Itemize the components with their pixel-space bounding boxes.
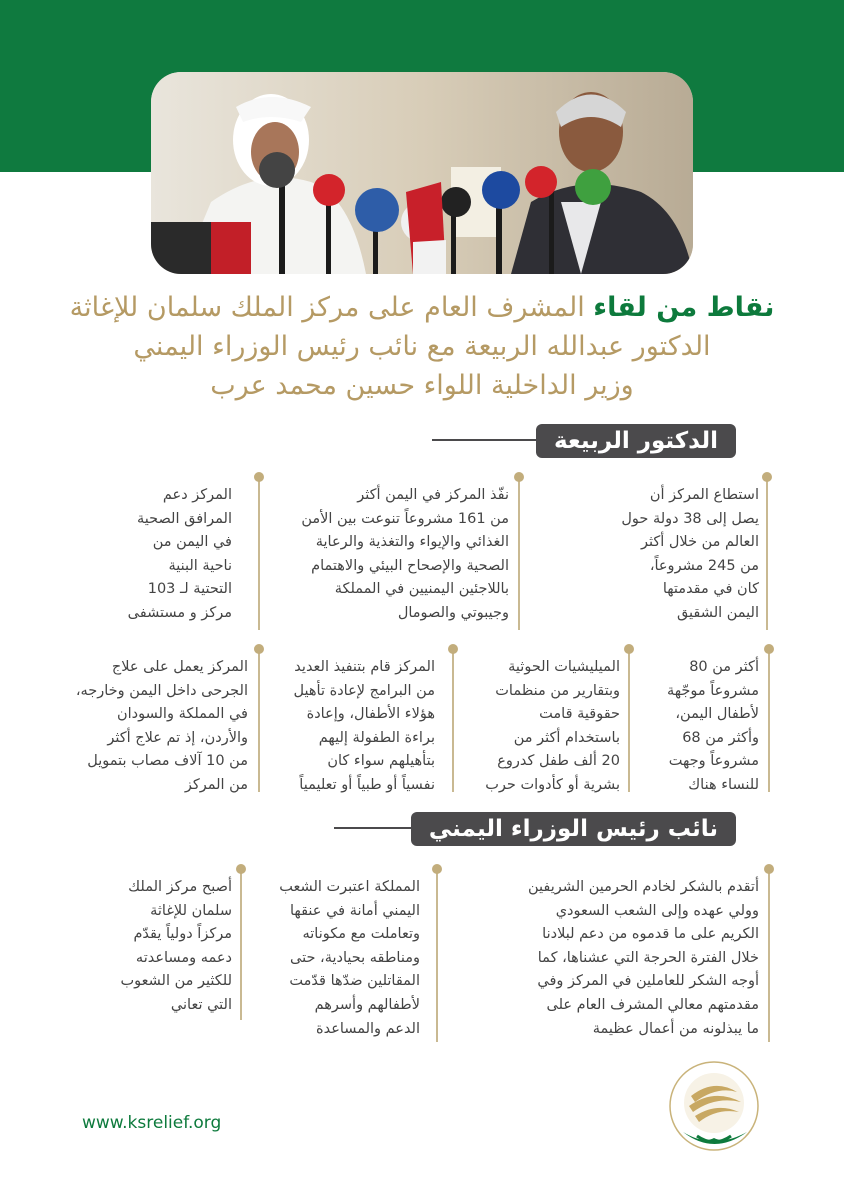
text-line: سلمان للإغاثة: [150, 902, 232, 919]
text-line: من 10 آلاف مصاب بتمويل: [87, 753, 248, 770]
text-line: اليمن الشقيق: [676, 604, 759, 621]
text-line: المركز دعم: [162, 487, 232, 503]
section-title-rabeeah: الدكتور الربيعة: [536, 424, 736, 458]
text-column: [76, 656, 248, 798]
text-line: ما يبذلونه من أعمال عظيمة: [592, 1020, 759, 1037]
text-line: أتقدم بالشكر لخادم الحرمين الشريفين: [527, 879, 759, 895]
text-line: خلال الفترة الحرجة التي عشناها، كما: [537, 949, 759, 966]
text-line: الميليشيات الحوثية: [508, 659, 620, 675]
text-line: وجيبوتي والصومال: [397, 604, 509, 621]
text-line: المركز قام بتنفيذ العديد: [294, 659, 435, 675]
text-line: للكثير من الشعوب: [120, 973, 232, 990]
text-line: نفّذ المركز في اليمن أكثر: [357, 487, 509, 503]
text-line: وبتقارير من منظمات: [495, 682, 620, 699]
text-line: أوجه الشكر للعاملين في المركز وفي: [537, 973, 759, 990]
text-column: [528, 876, 759, 1041]
text-line: ومناطقه بحيادية، حتى: [290, 949, 420, 966]
column-divider: [436, 870, 438, 1042]
text-line: الصحية والإصحاح البيئي والاهتمام: [311, 557, 509, 574]
text-line: من 161 مشروعاً تنوعت بين الأمن: [301, 510, 509, 527]
text-line: باللاجئين اليمنيين في المملكة: [334, 581, 509, 598]
column-divider: [258, 478, 260, 630]
text-column: [667, 656, 759, 798]
column-divider: [768, 650, 770, 792]
text-line: كان في مقدمتها: [662, 581, 759, 598]
text-line: المركز يعمل على علاج: [111, 659, 248, 675]
headline-line-1: [60, 288, 784, 327]
text-line: مشروعاً وجهت: [668, 753, 759, 770]
text-line: 20 ألف طفل كدروع: [497, 753, 620, 770]
text-column: [128, 484, 232, 626]
text-line: في المملكة والسودان: [116, 706, 248, 723]
text-column: [120, 876, 232, 1018]
press-conference-photo: [151, 72, 693, 274]
text-line: باستخدام أكثر من: [513, 729, 620, 746]
text-line: أصبح مركز الملك: [128, 879, 232, 895]
text-line: المرافق الصحية: [136, 510, 232, 527]
text-line: وأكثر من 68: [682, 729, 759, 746]
text-line: دعمه ومساعدته: [135, 949, 232, 966]
text-line: هؤلاء الأطفال، وإعادة: [306, 706, 435, 723]
ksrelief-logo: [655, 1058, 773, 1158]
text-line: حقوقية قامت: [539, 706, 620, 723]
text-line: المقاتلين ضدّها قدّمت: [289, 973, 420, 990]
text-line: الغذائي والإيواء والتغذية والرعاية: [315, 534, 509, 551]
text-column: [294, 656, 435, 798]
text-line: ناحية البنية: [168, 557, 232, 574]
text-line: لأطفال اليمن،: [675, 706, 759, 723]
text-line: التحتية لـ 103: [147, 581, 232, 598]
text-line: مركزاً دولياً يقدّم: [133, 926, 232, 943]
text-line: من البرامج لإعادة تأهيل: [293, 682, 435, 699]
text-line: بتأهيلهم سواء كان: [327, 753, 435, 770]
text-line: أكثر من 80: [689, 659, 759, 675]
headline-line-2: الدكتور عبدالله الربيعة مع نائب رئيس الوزراء اليمني: [133, 331, 711, 362]
text-line: التي تعاني: [170, 996, 232, 1013]
text-line: بشرية أو كأدوات حرب: [485, 776, 620, 793]
column-divider: [766, 478, 768, 630]
column-divider: [258, 650, 260, 792]
text-line: استطاع المركز أن: [649, 487, 759, 503]
text-line: نفسياً أو طبياً أو تعليمياً: [299, 776, 435, 793]
text-line: الجرحى داخل اليمن وخارجه،: [75, 682, 248, 699]
text-column: [621, 484, 759, 626]
text-line: المملكة اعتبرت الشعب: [279, 879, 420, 895]
text-line: براءة الطفولة إليهم: [318, 729, 435, 746]
column-divider: [452, 650, 454, 792]
text-line: الكريم على ما قدموه من دعم لبلادنا: [542, 926, 759, 943]
text-line: في اليمن من: [152, 534, 232, 551]
text-line: وتعاملت مع مكوناته: [302, 926, 420, 943]
text-column: [279, 876, 420, 1041]
column-divider: [518, 478, 520, 630]
text-line: الدعم والمساعدة: [315, 1020, 420, 1037]
text-line: والأردن، إذ تم علاج أكثر: [107, 729, 248, 746]
text-line: وولي عهده وإلى الشعب السعودي: [555, 902, 759, 919]
headline-accent: نقاط من لقاء: [593, 292, 775, 323]
text-line: من 245 مشروعاً،: [649, 557, 759, 574]
section-title-deputy-pm: نائب رئيس الوزراء اليمني: [411, 812, 736, 846]
column-divider: [240, 870, 242, 1020]
headline-line-1-rest: المشرف العام على مركز الملك سلمان للإغاثة: [69, 292, 594, 323]
text-line: يصل إلى 38 دولة حول: [621, 510, 759, 527]
text-column: [485, 656, 620, 798]
text-line: لأطفالهم وأسرهم: [314, 996, 420, 1013]
headline: [60, 288, 784, 405]
text-line: العالم من خلال أكثر: [640, 534, 759, 551]
text-line: من المركز: [184, 776, 248, 793]
headline-line-3: وزير الداخلية اللواء حسين محمد عرب: [210, 370, 634, 401]
text-line: مركز و مستشفى: [127, 604, 232, 621]
text-line: مشروعاً موجّهة: [666, 682, 759, 699]
text-line: اليمني أمانة في عنقها: [290, 902, 420, 919]
text-line: مقدمتهم معالي المشرف العام على: [546, 996, 759, 1013]
text-column: [301, 484, 509, 626]
website-link[interactable]: www.ksrelief.org: [82, 1113, 222, 1133]
column-divider: [628, 650, 630, 792]
column-divider: [768, 870, 770, 1042]
text-line: للنساء هناك: [688, 776, 759, 793]
